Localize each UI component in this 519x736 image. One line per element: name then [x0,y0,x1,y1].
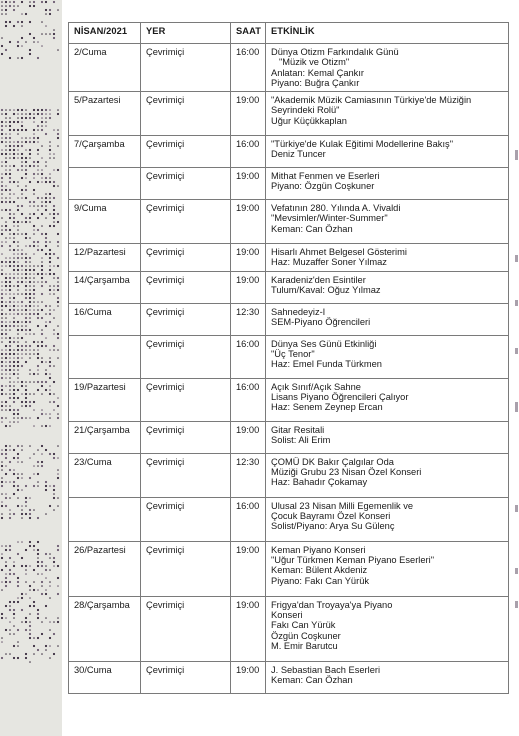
event-cell [266,596,509,661]
place-cell: Çevrimiçi [141,303,231,335]
time-cell: 12:30 [231,453,266,497]
date-cell: 28/Çarşamba [69,596,141,661]
right-edge-marks [510,0,519,736]
event-line: SEM-Piyano Öğrencileri [271,317,371,328]
event-line: Frigya'dan Troyaya'ya Piyano [271,599,393,610]
header-place: YER [141,23,231,44]
event-line: Mithat Fenmen ve Eserleri [271,171,380,182]
table-row [69,200,509,244]
event-cell [266,271,509,303]
event-cell [266,421,509,453]
place-cell: Çevrimiçi [141,335,231,378]
event-line: Solist: Ali Erim [271,435,331,446]
header-date: NİSAN/2021 [69,23,141,44]
event-line: J. Sebastian Bach Eserleri [271,664,381,675]
place-cell: Çevrimiçi [141,497,231,541]
event-line: "Akademik Müzik Camiasının Türkiye'de Müziğin [271,95,472,106]
event-line: Çocuk Bayramı Özel Konseri [271,511,391,522]
table-row [69,661,509,693]
date-cell: 19/Pazartesi [69,378,141,421]
table-row [69,168,509,200]
event-line: Hisarlı Ahmet Belgesel Gösterimi [271,247,407,258]
time-cell: 19:00 [231,92,266,136]
event-line: Karadeniz'den Esintiler [271,274,366,285]
time-cell: 19:00 [231,168,266,200]
time-cell: 19:00 [231,596,266,661]
event-cell [266,378,509,421]
date-cell: 21/Çarşamba [69,421,141,453]
event-line: Piyano: Fakı Can Yürük [271,575,370,586]
table-row [69,497,509,541]
event-line: Dünya Otizm Farkındalık Günü [271,47,399,57]
date-cell: 30/Cuma [69,661,141,693]
event-line: Solist/Piyano: Arya Su Gülenç [271,521,395,532]
date-cell [69,168,141,200]
event-line: "Müzik ve Otizm" [279,57,350,68]
event-line: Haz: Emel Funda Türkmen [271,359,382,370]
event-line: Seyrindeki Rolü" [271,105,340,116]
table-header-row [69,23,509,44]
event-cell [266,92,509,136]
place-cell: Çevrimiçi [141,168,231,200]
event-cell [266,303,509,335]
event-line: Dünya Ses Günü Etkinliği [271,338,377,349]
table-row [69,44,509,92]
event-line: "Türkiye'de Kulak Eğitimi Modellerine Bakış" [271,139,453,150]
date-cell: 7/Çarşamba [69,136,141,168]
event-cell [266,661,509,693]
place-cell: Çevrimiçi [141,661,231,693]
table-row [69,136,509,168]
date-cell: 16/Cuma [69,303,141,335]
table-row [69,335,509,378]
event-cell [266,44,509,92]
time-cell: 19:00 [231,541,266,596]
place-cell: Çevrimiçi [141,200,231,244]
date-cell: 9/Cuma [69,200,141,244]
event-line: M. Emir Barutcu [271,640,338,651]
table-row [69,541,509,596]
table-row [69,303,509,335]
event-line: Konseri [271,610,303,621]
time-cell: 16:00 [231,136,266,168]
event-schedule-table [68,22,509,694]
date-cell [69,497,141,541]
time-cell: 16:00 [231,44,266,92]
time-cell: 16:00 [231,378,266,421]
event-line: Haz: Bahadır Çokamay [271,477,368,488]
event-line: Açık Sınıf/Açık Sahne [271,381,361,392]
time-cell: 19:00 [231,421,266,453]
event-line: Anlatan: Kemal Çankır [271,67,365,78]
date-cell: 23/Cuma [69,453,141,497]
place-cell: Çevrimiçi [141,44,231,92]
time-cell: 16:00 [231,497,266,541]
event-cell [266,335,509,378]
event-line: Keman: Can Özhan [271,675,353,686]
date-cell [69,335,141,378]
table-row [69,378,509,421]
event-line: Piyano: Özgün Coşkuner [271,181,375,192]
event-cell [266,168,509,200]
header-time: SAAT [231,23,266,44]
time-cell: 19:00 [231,200,266,244]
event-line: Vefatının 280. Yılında A. Vivaldi [271,203,401,214]
event-line: Keman: Bülent Akdeniz [271,565,368,576]
place-cell: Çevrimiçi [141,92,231,136]
event-line: Müziği Grubu 23 Nisan Özel Konseri [271,467,422,478]
date-cell: 5/Pazartesi [69,92,141,136]
place-cell: Çevrimiçi [141,453,231,497]
event-line: Uğur Küçükkaplan [271,115,347,126]
date-cell: 26/Pazartesi [69,541,141,596]
place-cell: Çevrimiçi [141,378,231,421]
place-cell: Çevrimiçi [141,244,231,272]
event-line: Haz: Senem Zeynep Ercan [271,402,383,413]
event-line: "Uğur Türkmen Keman Piyano Eserleri" [271,555,434,566]
table-row [69,271,509,303]
event-line: Gitar Resitali [271,424,325,435]
event-line: Lisans Piyano Öğrencileri Çalıyor [271,392,409,403]
event-line: "Üç Tenor" [271,349,315,360]
time-cell: 19:00 [231,244,266,272]
table-row [69,596,509,661]
table-row [69,421,509,453]
event-line: Özgün Coşkuner [271,630,341,641]
place-cell: Çevrimiçi [141,596,231,661]
place-cell: Çevrimiçi [141,421,231,453]
dot-pattern-decoration [0,0,62,736]
time-cell: 16:00 [231,335,266,378]
event-line: Deniz Tuncer [271,149,326,160]
event-cell [266,497,509,541]
event-line: "Mevsimler/Winter-Summer" [271,213,388,224]
event-line: Fakı Can Yürük [271,620,336,631]
time-cell: 19:00 [231,661,266,693]
event-line: Sahnedeyiz-I [271,306,326,317]
date-cell: 14/Çarşamba [69,271,141,303]
event-line: Keman: Can Özhan [271,223,353,234]
header-event: ETKİNLİK [266,23,509,44]
event-line: Tulum/Kaval: Oğuz Yılmaz [271,285,381,296]
table-row [69,244,509,272]
event-line: Piyano: Buğra Çankır [271,77,360,88]
event-cell [266,541,509,596]
event-cell [266,200,509,244]
event-cell [266,136,509,168]
place-cell: Çevrimiçi [141,136,231,168]
date-cell: 2/Cuma [69,44,141,92]
time-cell: 19:00 [231,271,266,303]
event-line: Ulusal 23 Nisan Milli Egemenlik ve [271,500,414,511]
table-row [69,92,509,136]
event-cell [266,453,509,497]
event-line: ÇOMÜ DK Bakır Çalgılar Oda [271,456,394,467]
event-cell [266,244,509,272]
date-cell: 12/Pazartesi [69,244,141,272]
table-row [69,453,509,497]
place-cell: Çevrimiçi [141,271,231,303]
time-cell: 12:30 [231,303,266,335]
event-line: Keman Piyano Konseri [271,544,366,555]
event-line: Haz: Muzaffer Soner Yılmaz [271,257,387,268]
place-cell: Çevrimiçi [141,541,231,596]
